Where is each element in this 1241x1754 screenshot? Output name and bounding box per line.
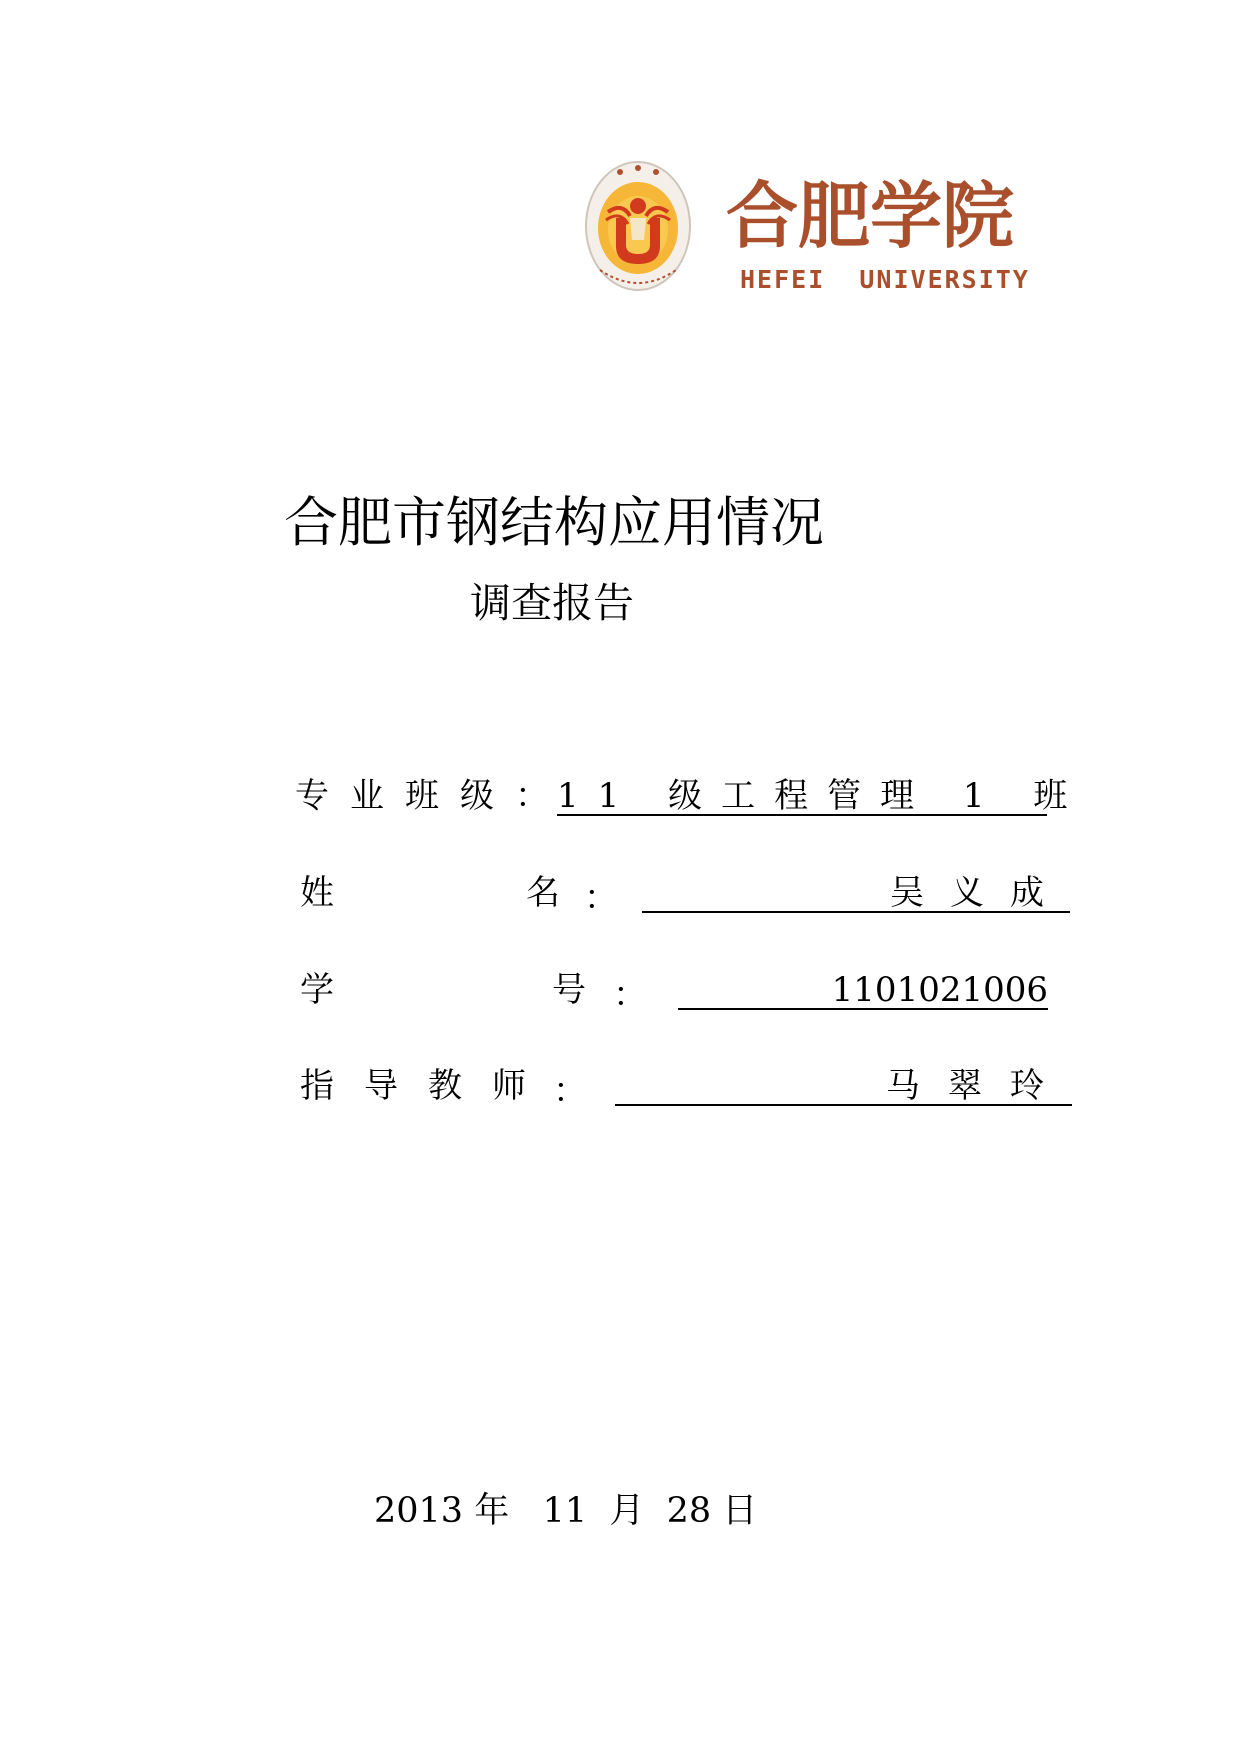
name-label-first: 姓 (300, 873, 334, 913)
university-seal-icon (578, 150, 698, 300)
logo-english-name: HEFEI UNIVERSITY (740, 265, 1030, 294)
student-id-colon: ： (613, 975, 647, 1015)
logo-chinese-name: 合肥学院 (726, 174, 1015, 258)
report-date: 2013 年 11 月 28 日 (374, 1491, 758, 1531)
report-title: 合肥市钢结构应用情况 (284, 491, 824, 554)
student-name-value: 吴义成 (642, 873, 1070, 913)
student-id-label-second: 号 (552, 970, 586, 1010)
major-class-label: 专业班级： (295, 776, 570, 816)
report-subtitle: 调查报告 (470, 579, 634, 627)
advisor-label: 指导教师 (300, 1066, 556, 1106)
student-id-label-first: 学 (300, 970, 334, 1010)
university-logo (578, 150, 1030, 310)
major-class-value: 11 级工程管理 1 班 (557, 776, 1087, 816)
name-label-second: 名 (526, 873, 560, 913)
student-id-value: 1101021006 (678, 970, 1048, 1010)
advisor-colon: ： (553, 1071, 587, 1111)
advisor-value: 马翠玲 (615, 1066, 1072, 1106)
name-colon: ： (584, 878, 618, 918)
